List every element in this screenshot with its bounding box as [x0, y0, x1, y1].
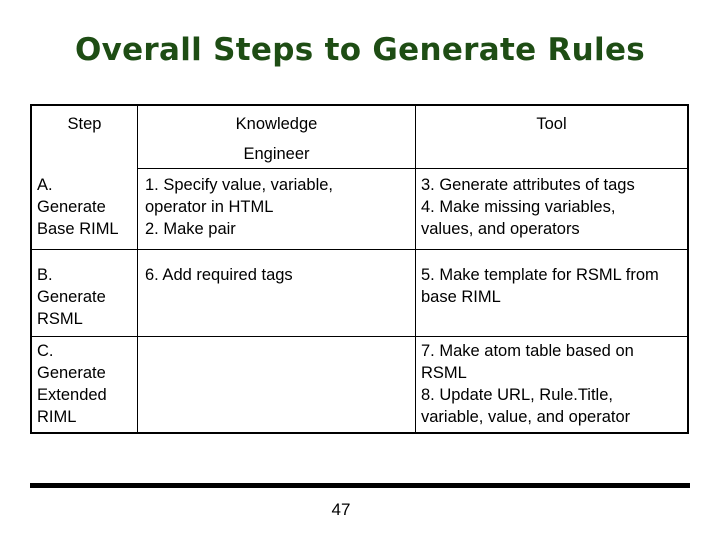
- header-step: [32, 109, 137, 139]
- engineer-line: 6. Add required tags: [145, 266, 293, 284]
- header-engineer-line: Engineer: [243, 145, 310, 163]
- step-line: B.: [37, 266, 53, 284]
- tool-line: 4. Make missing variables,: [421, 198, 616, 216]
- step-line: RIML: [37, 408, 77, 426]
- row-b-step: [37, 264, 106, 330]
- step-line: Base RIML: [37, 220, 119, 238]
- header-step-label: Step: [67, 115, 102, 133]
- tool-line: 3. Generate attributes of tags: [421, 176, 635, 194]
- row-divider: [32, 336, 687, 337]
- step-line: RSML: [37, 310, 83, 328]
- footer-rule: [30, 483, 690, 488]
- header-engineer-line: Knowledge: [235, 115, 318, 133]
- tool-line: values, and operators: [421, 220, 580, 238]
- column-divider: [415, 106, 416, 432]
- row-b-tool: [421, 264, 659, 308]
- step-line: C.: [37, 342, 54, 360]
- tool-line: 8. Update URL, Rule.Title,: [421, 386, 613, 404]
- step-line: A.: [37, 176, 53, 194]
- engineer-line: 2. Make pair: [145, 220, 236, 238]
- step-line: Generate: [37, 364, 106, 382]
- row-b-engineer: [145, 264, 293, 286]
- tool-line: 5. Make template for RSML from: [421, 266, 659, 284]
- tool-line: RSML: [421, 364, 467, 382]
- row-a-engineer: [145, 174, 333, 240]
- tool-line: variable, value, and operator: [421, 408, 631, 426]
- engineer-line: operator in HTML: [145, 198, 274, 216]
- slide-title: Overall Steps to Generate Rules: [74, 32, 646, 68]
- engineer-line: 1. Specify value, variable,: [145, 176, 334, 194]
- tool-line: 7. Make atom table based on: [421, 342, 634, 360]
- page-number: 47: [331, 500, 351, 519]
- header-tool: [416, 109, 687, 139]
- step-line: Generate: [37, 198, 106, 216]
- step-line: Extended: [37, 386, 107, 404]
- header-knowledge-engineer: [138, 109, 415, 169]
- row-c-tool: [421, 340, 634, 428]
- step-line: Generate: [37, 288, 106, 306]
- row-a-step: [37, 174, 119, 240]
- row-c-step: [37, 340, 107, 428]
- header-tool-label: Tool: [536, 115, 567, 133]
- row-a-tool: [421, 174, 635, 240]
- steps-table: [30, 104, 689, 434]
- tool-line: base RIML: [421, 288, 501, 306]
- row-divider: [32, 249, 687, 250]
